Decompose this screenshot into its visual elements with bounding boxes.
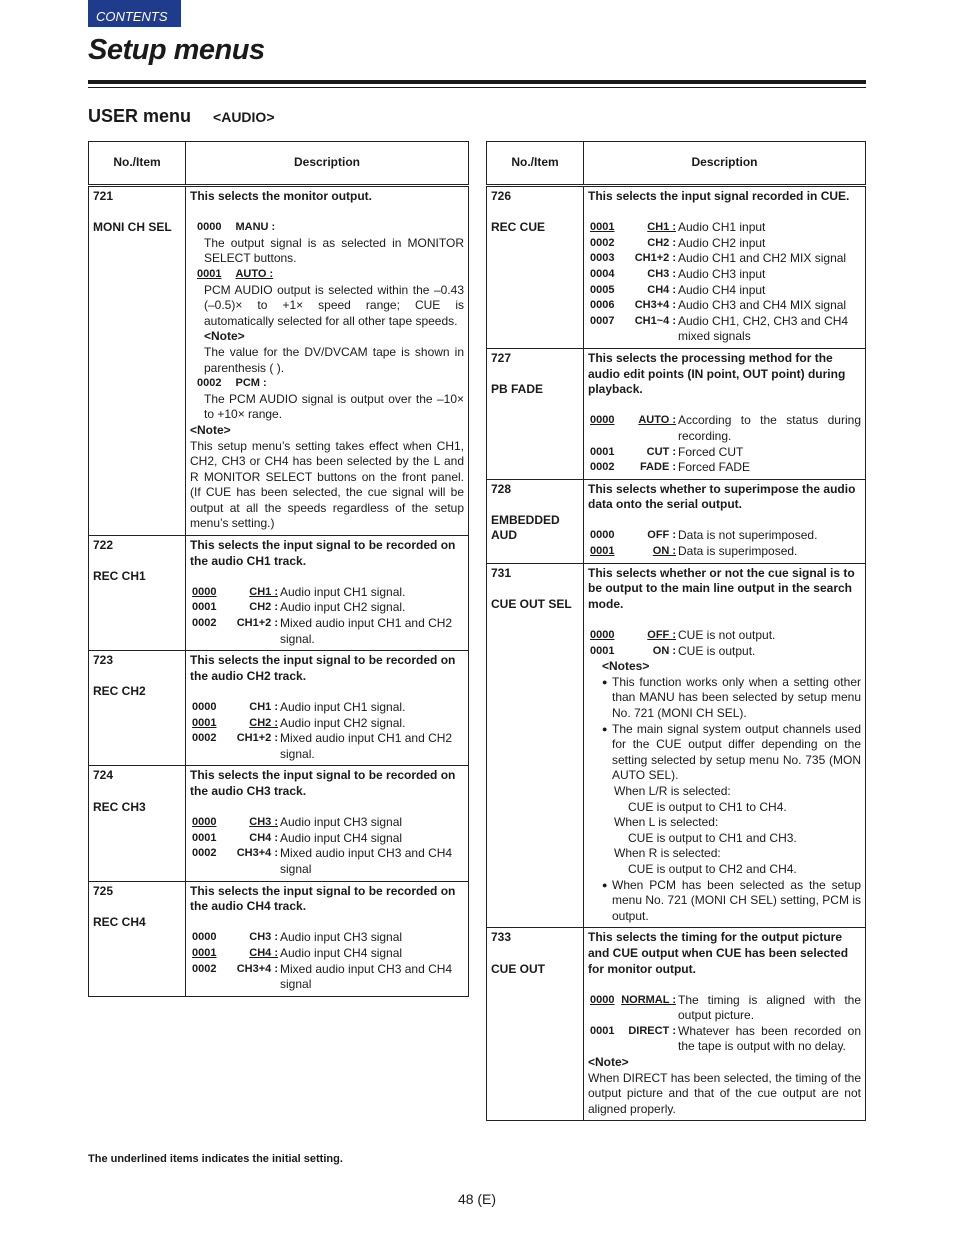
option-row: 0001 CH2 : Audio input CH2 signal. <box>192 600 406 615</box>
page-title: Setup menus <box>88 34 265 66</box>
note-label: <Note> <box>190 422 231 437</box>
option-label: 0001 AUTO : <box>197 267 274 280</box>
table-row <box>89 536 469 651</box>
item-number: 728 <box>491 481 512 496</box>
table-row <box>487 186 866 349</box>
note-line: CUE is output to CH2 and CH4. <box>628 861 797 876</box>
item-name: CUE OUT SEL <box>491 596 572 611</box>
table-row <box>487 563 866 928</box>
option-row: 0000 OFF : Data is not superimposed. <box>590 528 818 543</box>
contents-link[interactable]: CONTENTS <box>88 0 181 27</box>
option-row: 0001 CH4 : Audio input CH4 signal <box>192 830 403 845</box>
option-row: 0002 CH3+4 : Mixed audio input CH3 and CH4 signal <box>192 846 453 876</box>
column-header-no-item: No./Item <box>89 142 186 186</box>
item-name: MONI CH SEL <box>93 220 172 235</box>
table-header-row <box>89 142 469 186</box>
page-number: 48 (E) <box>457 1191 497 1207</box>
description-cell <box>584 928 866 1121</box>
table-row <box>89 881 469 996</box>
no-item-cell <box>89 766 186 881</box>
no-item-cell <box>89 186 186 536</box>
option-row: 0000 NORMAL : The timing is aligned with the output picture. <box>590 992 861 1023</box>
note-line: When L/R is selected: <box>614 783 731 798</box>
item-number: 722 <box>93 538 114 553</box>
description-cell <box>584 186 866 349</box>
settings-table-left <box>88 141 469 997</box>
item-name: REC CUE <box>491 220 546 235</box>
option-row: 0005 CH4 : Audio CH4 input <box>590 282 766 297</box>
description-heading: This selects the input signal to be recorded on the audio CH4 track. <box>190 883 456 914</box>
item-number: 727 <box>491 350 512 365</box>
title-rule-thin <box>88 87 866 88</box>
description-cell <box>186 766 469 881</box>
option-row: 0000 CH3 : Audio input CH3 signal <box>192 815 403 830</box>
table-row <box>487 479 866 563</box>
table-row <box>89 766 469 881</box>
description-heading: This selects whether or not the cue signal is to be output to the main line output in the search mode. <box>588 565 855 611</box>
column-header-description: Description <box>584 142 866 186</box>
option-row: 0001 CH2 : Audio input CH2 signal. <box>192 715 406 730</box>
option-row: 0001 CH1 : Audio CH1 input <box>590 220 766 235</box>
description-cell <box>186 186 469 536</box>
description-heading: This selects the timing for the output picture and CUE output when CUE has been selected for monitor output. <box>588 930 849 976</box>
option-row: 0002 CH1+2 : Mixed audio input CH1 and CH2 signal. <box>192 616 453 646</box>
option-row: 0001 DIRECT : Whatever has been recorded on the tape is output with no delay. <box>590 1023 861 1054</box>
note-label: <Note> <box>588 1055 629 1070</box>
item-name: REC CH2 <box>93 684 146 699</box>
bullet-icon: ● <box>602 879 608 890</box>
description-cell <box>584 563 866 928</box>
table-header-row <box>487 142 866 186</box>
table-row <box>89 186 469 536</box>
option-row: 0000 CH1 : Audio input CH1 signal. <box>192 700 406 714</box>
description-heading: This selects the input signal to be recorded on the audio CH2 track. <box>190 653 456 683</box>
item-number: 724 <box>93 768 114 783</box>
section-title-text: USER menu <box>88 106 192 126</box>
item-number: 725 <box>93 883 114 898</box>
option-label: 0000 MANU : <box>197 221 276 234</box>
option-row: 0003 CH1+2 : Audio CH1 and CH2 MIX signal <box>590 251 847 266</box>
table-row <box>89 651 469 766</box>
option-text: PCM AUDIO output is selected within the –0.43 (–0.5)× to +1× speed range; CUE is automatically selected for all other tape speeds. <box>204 282 464 328</box>
description-cell <box>186 881 469 996</box>
description-cell <box>584 479 866 563</box>
item-name: REC CH3 <box>93 799 146 814</box>
option-text: The output signal is as selected in MONITOR SELECT buttons. <box>204 235 464 266</box>
item-number: 731 <box>491 565 512 580</box>
bullet-icon: ● <box>602 676 608 687</box>
option-label: 0002 PCM : <box>197 377 267 390</box>
column-header-no-item: No./Item <box>487 142 584 186</box>
option-row: 0002 CH3+4 : Mixed audio input CH3 and CH4 signal <box>192 961 453 992</box>
note-line: CUE is output to CH1 to CH4. <box>628 799 787 814</box>
description-heading: This selects the input signal to be recorded on the audio CH1 track. <box>190 538 456 568</box>
no-item-cell <box>487 186 584 349</box>
bullet-icon: ● <box>602 723 608 734</box>
option-row: 0001 ON : Data is superimposed. <box>590 544 798 559</box>
description-heading: This selects the input signal recorded in CUE. <box>588 189 850 203</box>
item-name: REC CH4 <box>93 914 146 929</box>
item-number: 723 <box>93 653 114 668</box>
option-row: 0006 CH3+4 : Audio CH3 and CH4 MIX signal <box>590 298 847 313</box>
column-header-description: Description <box>186 142 469 186</box>
table-row <box>487 348 866 479</box>
item-number: 721 <box>93 189 114 203</box>
note-text: When DIRECT has been selected, the timing of the output picture and that of the cue output are not aligned properly. <box>588 1070 861 1116</box>
note-bullet: ● When PCM has been selected as the setup menu No. 721 (MONI CH SEL) setting, PCM is output. <box>602 877 861 923</box>
no-item-cell <box>487 563 584 928</box>
no-item-cell <box>89 651 186 766</box>
item-name: REC CH1 <box>93 569 146 584</box>
note-line: When R is selected: <box>614 846 721 861</box>
option-row: 0000 OFF : CUE is not output. <box>590 628 776 643</box>
note-text: This setup menu’s setting takes effect when CH1, CH2, CH3 or CH4 has been selected by the L and R MONITOR SELECT buttons on the front panel. (If CUE has been selected, the cue signal will be output at all the speeds regardless of the setup menu’s setting.) <box>190 438 464 531</box>
option-row: 0001 CH4 : Audio input CH4 signal <box>192 945 403 960</box>
no-item-cell <box>89 536 186 651</box>
option-row: 0004 CH3 : Audio CH3 input <box>590 266 766 281</box>
description-heading: This selects whether to superimpose the audio data onto the serial output. <box>588 481 856 512</box>
footnote: The underlined items indicates the initial setting. <box>88 1153 343 1165</box>
option-row: 0001 CUT : Forced CUT <box>590 444 744 459</box>
note-label: <Note> <box>204 329 245 344</box>
option-row: 0000 CH1 : Audio input CH1 signal. <box>192 584 406 599</box>
option-row: 0001 ON : CUE is output. <box>590 643 756 658</box>
no-item-cell <box>487 348 584 479</box>
title-rule <box>88 80 866 84</box>
settings-table-right <box>486 141 866 1121</box>
description-cell <box>186 536 469 651</box>
section-title <box>88 106 275 127</box>
note-bullet: ● This function works only when a setting other than MANU has been selected by setup menu No. 721 (MONI CH SEL). <box>602 674 861 720</box>
description-heading: This selects the monitor output. <box>190 189 373 203</box>
no-item-cell <box>487 479 584 563</box>
note-text: The value for the DV/DVCAM tape is shown in parenthesis ( ). <box>204 344 464 375</box>
option-row: 0000 CH3 : Audio input CH3 signal <box>192 930 403 945</box>
notes-label: <Notes> <box>602 659 650 674</box>
note-line: When L is selected: <box>614 815 719 830</box>
option-row: 0002 CH2 : Audio CH2 input <box>590 235 766 250</box>
option-row: 0000 AUTO : According to the status during recording. <box>590 413 861 443</box>
description-cell <box>584 348 866 479</box>
item-name: CUE OUT <box>491 961 545 976</box>
description-cell <box>186 651 469 766</box>
description-heading: This selects the input signal to be recorded on the audio CH3 track. <box>190 768 456 798</box>
option-row: 0002 FADE : Forced FADE <box>590 460 751 475</box>
item-number: 726 <box>491 189 512 203</box>
note-bullet: ● The main signal system output channels used for the CUE output differ depending on the setting selected by setup menu No. 735 (MON AUTO SEL). <box>602 721 861 783</box>
item-number: 733 <box>491 930 512 945</box>
note-line: CUE is output to CH1 and CH3. <box>628 830 797 845</box>
section-subtitle: <AUDIO> <box>213 109 275 125</box>
item-name: PB FADE <box>491 382 544 397</box>
option-row: 0007 CH1~4 : Audio CH1, CH2, CH3 and CH4 mixed signals <box>590 313 849 344</box>
option-row: 0002 CH1+2 : Mixed audio input CH1 and CH2 signal. <box>192 731 453 761</box>
no-item-cell <box>487 928 584 1121</box>
description-heading: This selects the processing method for the audio edit points (IN point, OUT point) during playback. <box>588 350 846 397</box>
table-row <box>487 928 866 1121</box>
no-item-cell <box>89 881 186 996</box>
item-name: EMBEDDED AUD <box>491 512 560 543</box>
option-text: The PCM AUDIO signal is output over the –10× to +10× range. <box>204 391 464 422</box>
